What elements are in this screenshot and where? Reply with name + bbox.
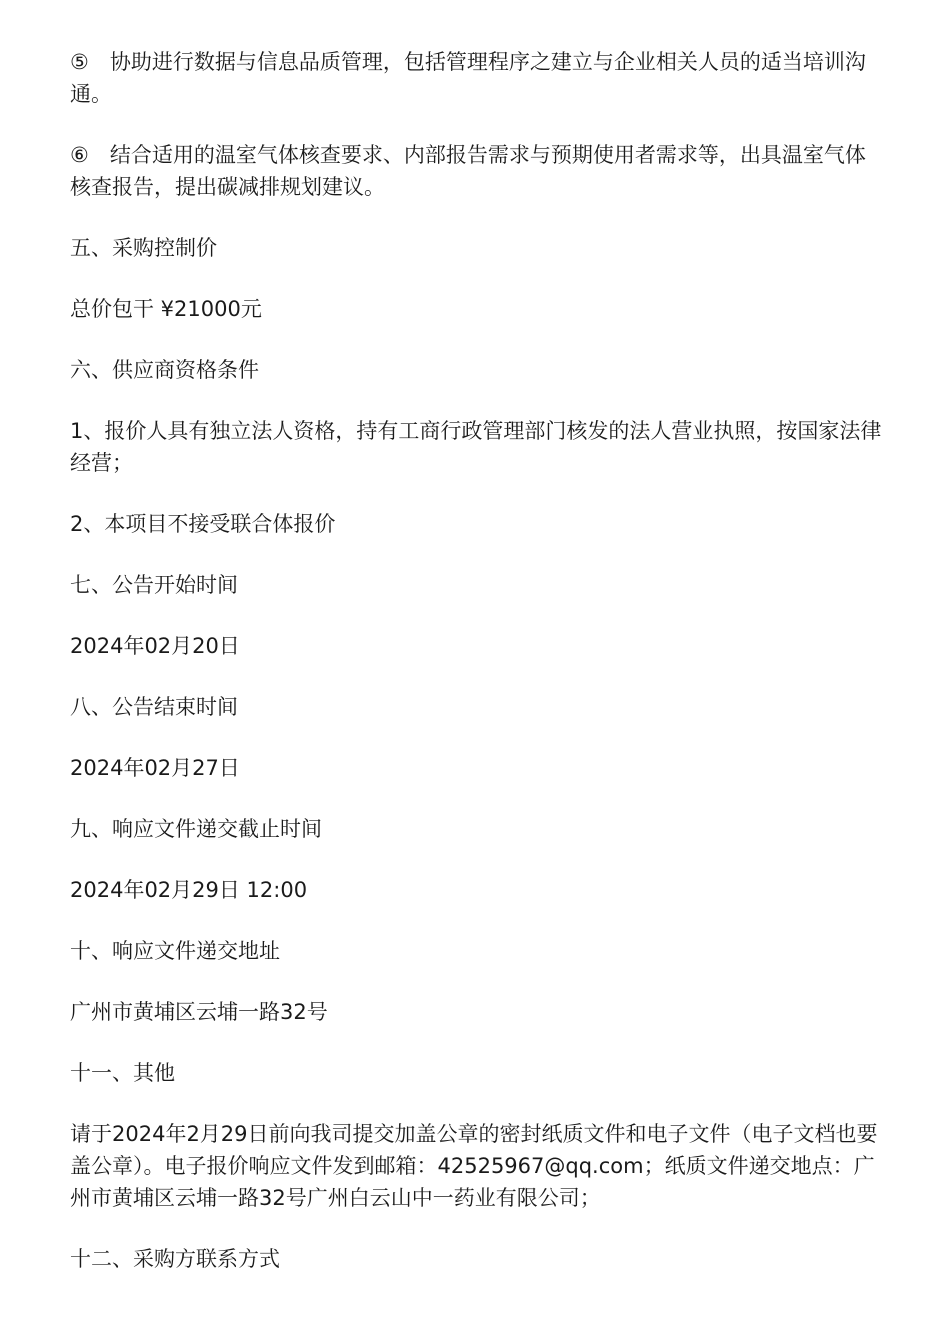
start-date: 2024年02月20日 [70,634,240,658]
section-heading-deadline: 九、响应文件递交截止时间 [70,817,322,841]
scope-item-5: ⑤ 协助进行数据与信息品质管理，包括管理程序之建立与企业相关人员的适当培训沟通。 [70,50,866,106]
section-heading-address: 十、响应文件递交地址 [70,939,280,963]
section-heading-contact: 十二、采购方联系方式 [70,1247,280,1271]
section-heading-other: 十一、其他 [70,1061,175,1085]
document-page [70,46,882,1275]
deadline-datetime: 2024年02月29日 12:00 [70,878,308,902]
scope-item-6: ⑥ 结合适用的温室气体核查要求、内部报告需求与预期使用者需求等，出具温室气体核查报告，提出碳减排规划建议。 [70,143,866,199]
submission-address: 广州市黄埔区云埔一路32号 [70,1000,328,1024]
qualification-item-2: 2、本项目不接受联合体报价 [70,512,336,536]
end-date: 2024年02月27日 [70,756,240,780]
other-instructions: 请于2024年2月29日前向我司提交加盖公章的密封纸质文件和电子文件（电子文档也要盖公章）。电子报价响应文件发到邮箱：42525967@qq.com；纸质文件递交地点：广州市黄埔区云埔一路32号广州白云山中一药业有限公司； [70,1122,878,1210]
section-heading-qualification: 六、供应商资格条件 [70,358,259,382]
qualification-item-1: 1、报价人具有独立法人资格，持有工商行政管理部门核发的法人营业执照，按国家法律经营； [70,419,882,475]
section-heading-price: 五、采购控制价 [70,236,217,260]
section-heading-end-time: 八、公告结束时间 [70,695,238,719]
section-heading-start-time: 七、公告开始时间 [70,573,238,597]
price-value: 总价包干 ¥21000元 [70,297,262,321]
